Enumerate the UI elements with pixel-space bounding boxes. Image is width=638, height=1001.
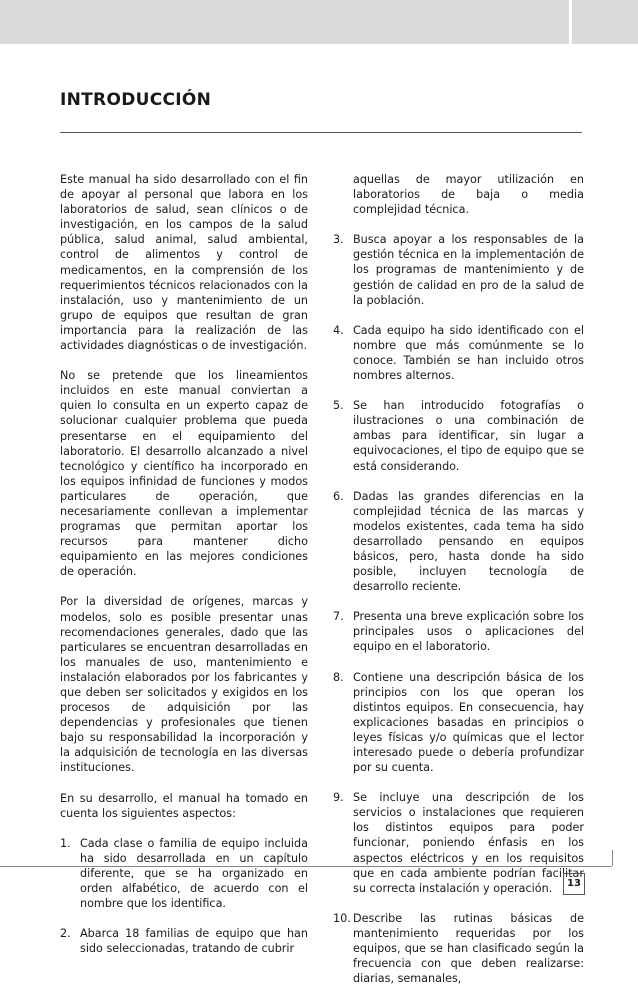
list-number: 9. [333,791,344,805]
title-divider [60,132,582,133]
list-number: 1. [60,836,71,850]
list-text: Dadas las grandes diferencias en la complejidad técnica de las marcas y modelos existentes, cada tema ha sido desarrollado pensando en equipos básicos, pero, hasta donde ha sido posible, incluyen tecnología de desarrollo reciente. [353,489,584,594]
header-band [0,0,569,44]
page-title: INTRODUCCIÓN [60,90,212,110]
list-item [333,670,584,776]
paragraph-4: En su desarrollo, el manual ha tomado en cuenta los siguientes aspectos: [60,791,308,820]
paragraph-3: Por la diversidad de orígenes, marcas y modelos, solo es posible presentar unas recomendaciones generales, dado que las particulares se encuentran desarrolladas en los manuales de uso, mantenimiento e instalación elaborados por los fabricantes y que deben ser solicitados y exigidos en los procesos de adquisición por las dependencias y profesionales que tienen bajo su responsabilidad la incorporación y la adquisición de tecnología en las diversas instituciones. [60,595,308,775]
list-text: Cada clase o familia de equipo incluida ha sido desarrollada en un capítulo diferente, que se ha organizado en orden alfabético, de acuerdo con el nombre que los identifica. [80,836,308,911]
list-item [333,323,584,383]
list-text: Se incluye una descripción de los servicios o instalaciones que requieren los distintos equipos para poder funcionar, poniendo énfasis en los aspectos eléctricos y en los requisitos que en cada ambiente podrían facilitar su correcta instalación y operación. [353,791,584,895]
footer-tick [612,850,613,866]
list-text: Describe las rutinas básicas de mantenimiento requeridas por los equipos, que se han clasificado según la frecuencia con que deben realizarse: diarias, semanales, [353,911,584,986]
footer-divider [0,866,612,867]
list-text: Cada equipo ha sido identificado con el nombre que más comúnmente se lo conoce. También se han incluido otros nombres alternos. [353,323,584,383]
list-number: 8. [333,670,344,684]
list-item [333,790,584,896]
paragraph-2: No se pretende que los lineamientos incluidos en este manual conviertan a quien lo consulta en un experto capaz de solucionar cualquier problema que pueda presentarse en el equipamiento del laboratorio. El desarrollo alcanzado a nivel tecnológico y científico ha incorporado en los equipos infinidad de funciones y modos particulares de operación, que necesariamente conllevan a implementar programas que permitan aportar los recursos para mantener dicho equipamiento en las mejores condiciones de operación. [60,369,308,579]
list-text: Abarca 18 familias de equipo que han sido seleccionadas, tratando de cubrir [80,927,308,956]
left-column [60,172,308,971]
aspects-list-left [60,836,308,957]
list-number: 6. [333,489,344,503]
list-item [333,911,584,986]
list-text: Presenta una breve explicación sobre los principales usos o aplicaciones del equipo en el laboratorio. [353,610,584,654]
list-item [60,836,308,911]
list-item [333,398,584,473]
list-item [60,926,308,956]
list-number: 2. [60,927,71,941]
list-number: 5. [333,399,344,413]
list-text: Busca apoyar a los responsables de la gestión técnica en la implementación de los programas de mantenimiento y de gestión de calidad en pro de la salud de la población. [353,233,584,307]
aspects-list-right [333,232,584,986]
list-text: Se han introducido fotografías o ilustraciones o una combinación de ambas para identificar, sin lugar a equivocaciones, el tipo de equipo que se está considerando. [353,399,584,473]
list-number: 3. [333,233,344,247]
list-number: 10. [333,911,351,925]
list-item [333,609,584,654]
paragraph-1: Este manual ha sido desarrollado con el fin de apoyar al personal que labora en los laboratorios de salud, sean clínicos o de investigación, en los campos de la salud pública, salud animal, salud ambiental, control de alimentos y control de medicamentos, en la comprensión de los requerimientos técnicos relacionados con la instalación, uso y mantenimiento de un grupo de equipos que resultan de gran importancia para la realización de las actividades diagnósticas o de investigación. [60,173,308,353]
page-number: 13 [563,873,585,895]
list-number: 7. [333,610,344,624]
header-tab [572,0,638,44]
list-number: 4. [333,323,344,337]
list-text: Contiene una descripción básica de los principios con los que operan los distintos equipos. En consecuencia, hay explicaciones basadas en principios o leyes físicas y/o químicas que el lector interesado puede o debería profundizar por su cuenta. [353,670,584,775]
list-item [333,489,584,595]
right-column [333,172,584,1001]
list-continuation: aquellas de mayor utilización en laboratorios de baja o media complejidad técnica. [353,173,584,217]
list-item [333,232,584,307]
